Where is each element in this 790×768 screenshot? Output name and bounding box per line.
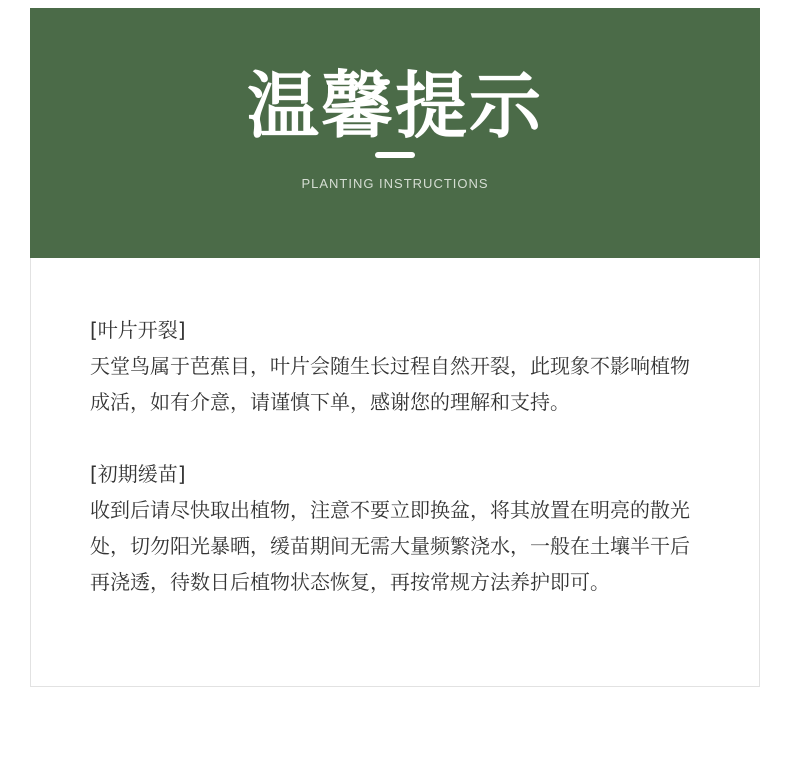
header-banner — [30, 8, 760, 258]
title-underline-decoration — [375, 152, 415, 158]
planting-tips-card — [30, 8, 760, 687]
tip-section-acclimation — [90, 456, 700, 600]
section-body: 收到后请尽快取出植物，注意不要立即换盆，将其放置在明亮的散光处，切勿阳光暴晒，缓苗期间无需大量频繁浇水，一般在土壤半干后再浇透，待数日后植物状态恢复，再按常规方法养护即可。 — [90, 498, 690, 594]
banner-subtitle: PLANTING INSTRUCTIONS — [301, 176, 489, 191]
section-body: 天堂鸟属于芭蕉目，叶片会随生长过程自然开裂，此现象不影响植物成活，如有介意，请谨慎下单，感谢您的理解和支持。 — [90, 354, 690, 414]
section-heading: [初期缓苗] — [90, 462, 186, 486]
tips-content — [90, 312, 700, 600]
tip-section-leaf-splitting — [90, 312, 700, 420]
banner-title: 温馨提示 — [246, 64, 543, 148]
section-heading: [叶片开裂] — [90, 318, 186, 342]
